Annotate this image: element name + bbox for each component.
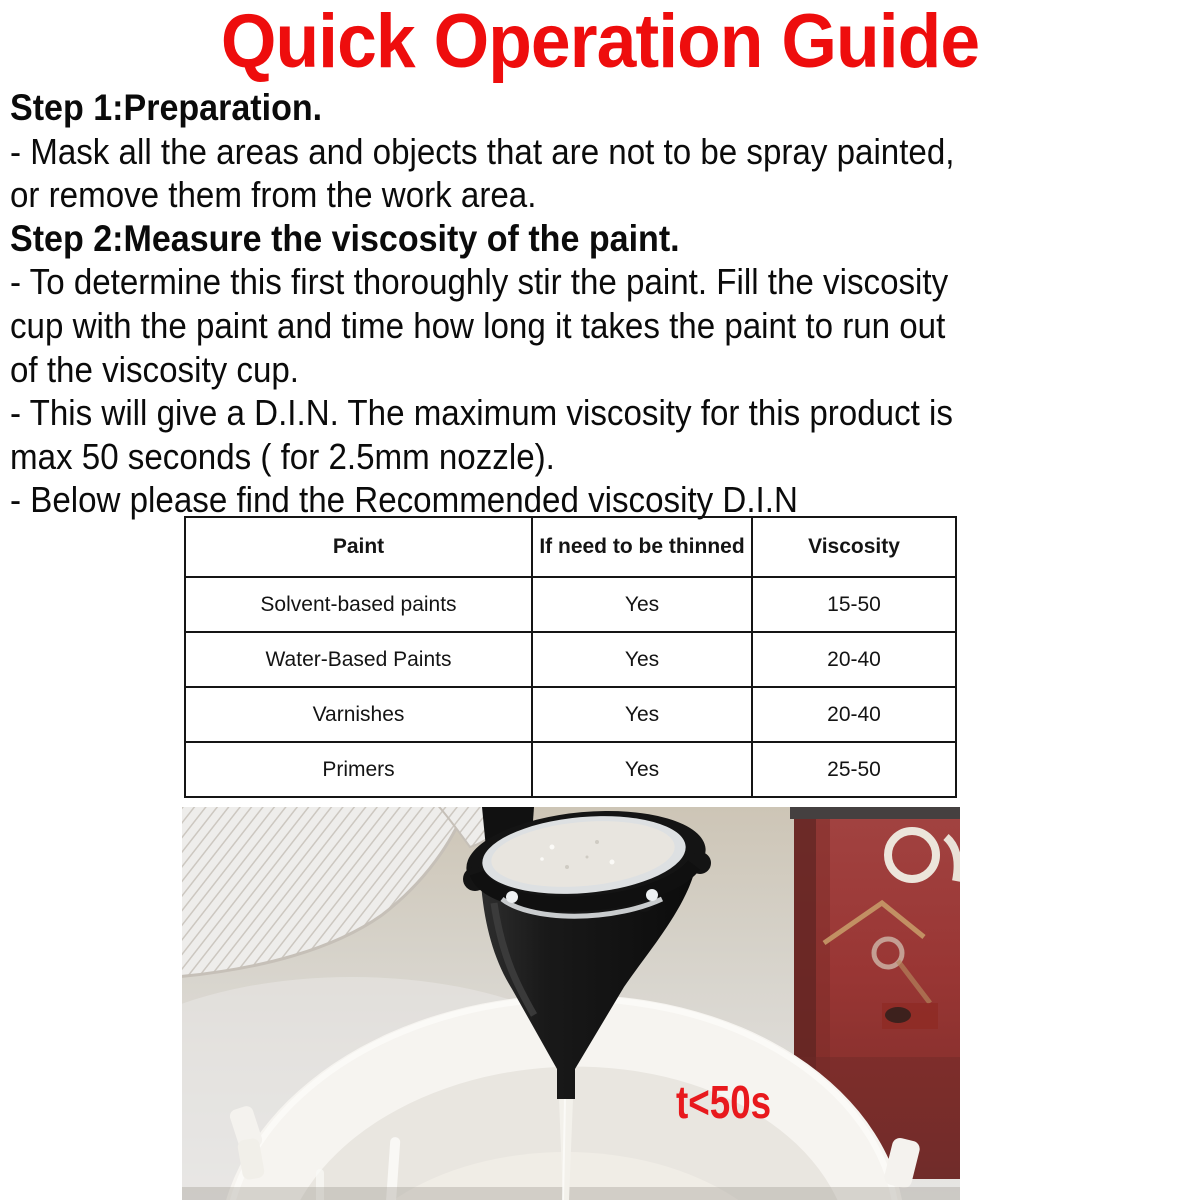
step-2-heading: Step 2:Measure the viscosity of the paint. [10, 217, 680, 259]
col-header-paint: Paint [185, 517, 532, 577]
cell-viscosity: 25-50 [752, 742, 956, 797]
photo-illustration [182, 807, 960, 1200]
instruction-line: cup with the paint and time how long it takes the paint to run out [10, 304, 946, 346]
page-title: Quick Operation Guide [220, 0, 980, 84]
cell-thinned: Yes [532, 687, 752, 742]
photo-viscosity-test [182, 807, 960, 1200]
cell-paint: Varnishes [185, 687, 532, 742]
cell-viscosity: 20-40 [752, 632, 956, 687]
cell-thinned: Yes [532, 742, 752, 797]
instruction-line: - Below please find the Recommended viscosity D.I.N [10, 479, 798, 521]
instruction-line: - Mask all the areas and objects that are not to be spray painted, [10, 130, 955, 172]
instruction-line: max 50 seconds ( for 2.5mm nozzle). [10, 435, 555, 477]
table-row [185, 577, 956, 632]
instruction-line: or remove them from the work area. [10, 174, 537, 216]
cell-thinned: Yes [532, 632, 752, 687]
viscosity-table [184, 516, 957, 798]
cell-thinned: Yes [532, 577, 752, 632]
cell-paint: Solvent-based paints [185, 577, 532, 632]
table-row [185, 687, 956, 742]
step-1-heading: Step 1:Preparation. [10, 87, 323, 128]
instructions [10, 86, 1198, 522]
col-header-viscosity: Viscosity [752, 517, 956, 577]
cell-viscosity: 20-40 [752, 687, 956, 742]
instruction-line: - To determine this first thoroughly stir the paint. Fill the viscosity [10, 261, 949, 303]
table-row [185, 742, 956, 797]
cell-viscosity: 15-50 [752, 577, 956, 632]
instruction-line: of the viscosity cup. [10, 348, 300, 390]
cell-paint: Primers [185, 742, 532, 797]
col-header-thinned: If need to be thinned [532, 517, 752, 577]
table-header-row [185, 517, 956, 577]
table-row [185, 632, 956, 687]
instruction-line: - This will give a D.I.N. The maximum viscosity for this product is [10, 392, 953, 434]
time-annotation: t<50s [676, 1076, 772, 1128]
cell-paint: Water-Based Paints [185, 632, 532, 687]
